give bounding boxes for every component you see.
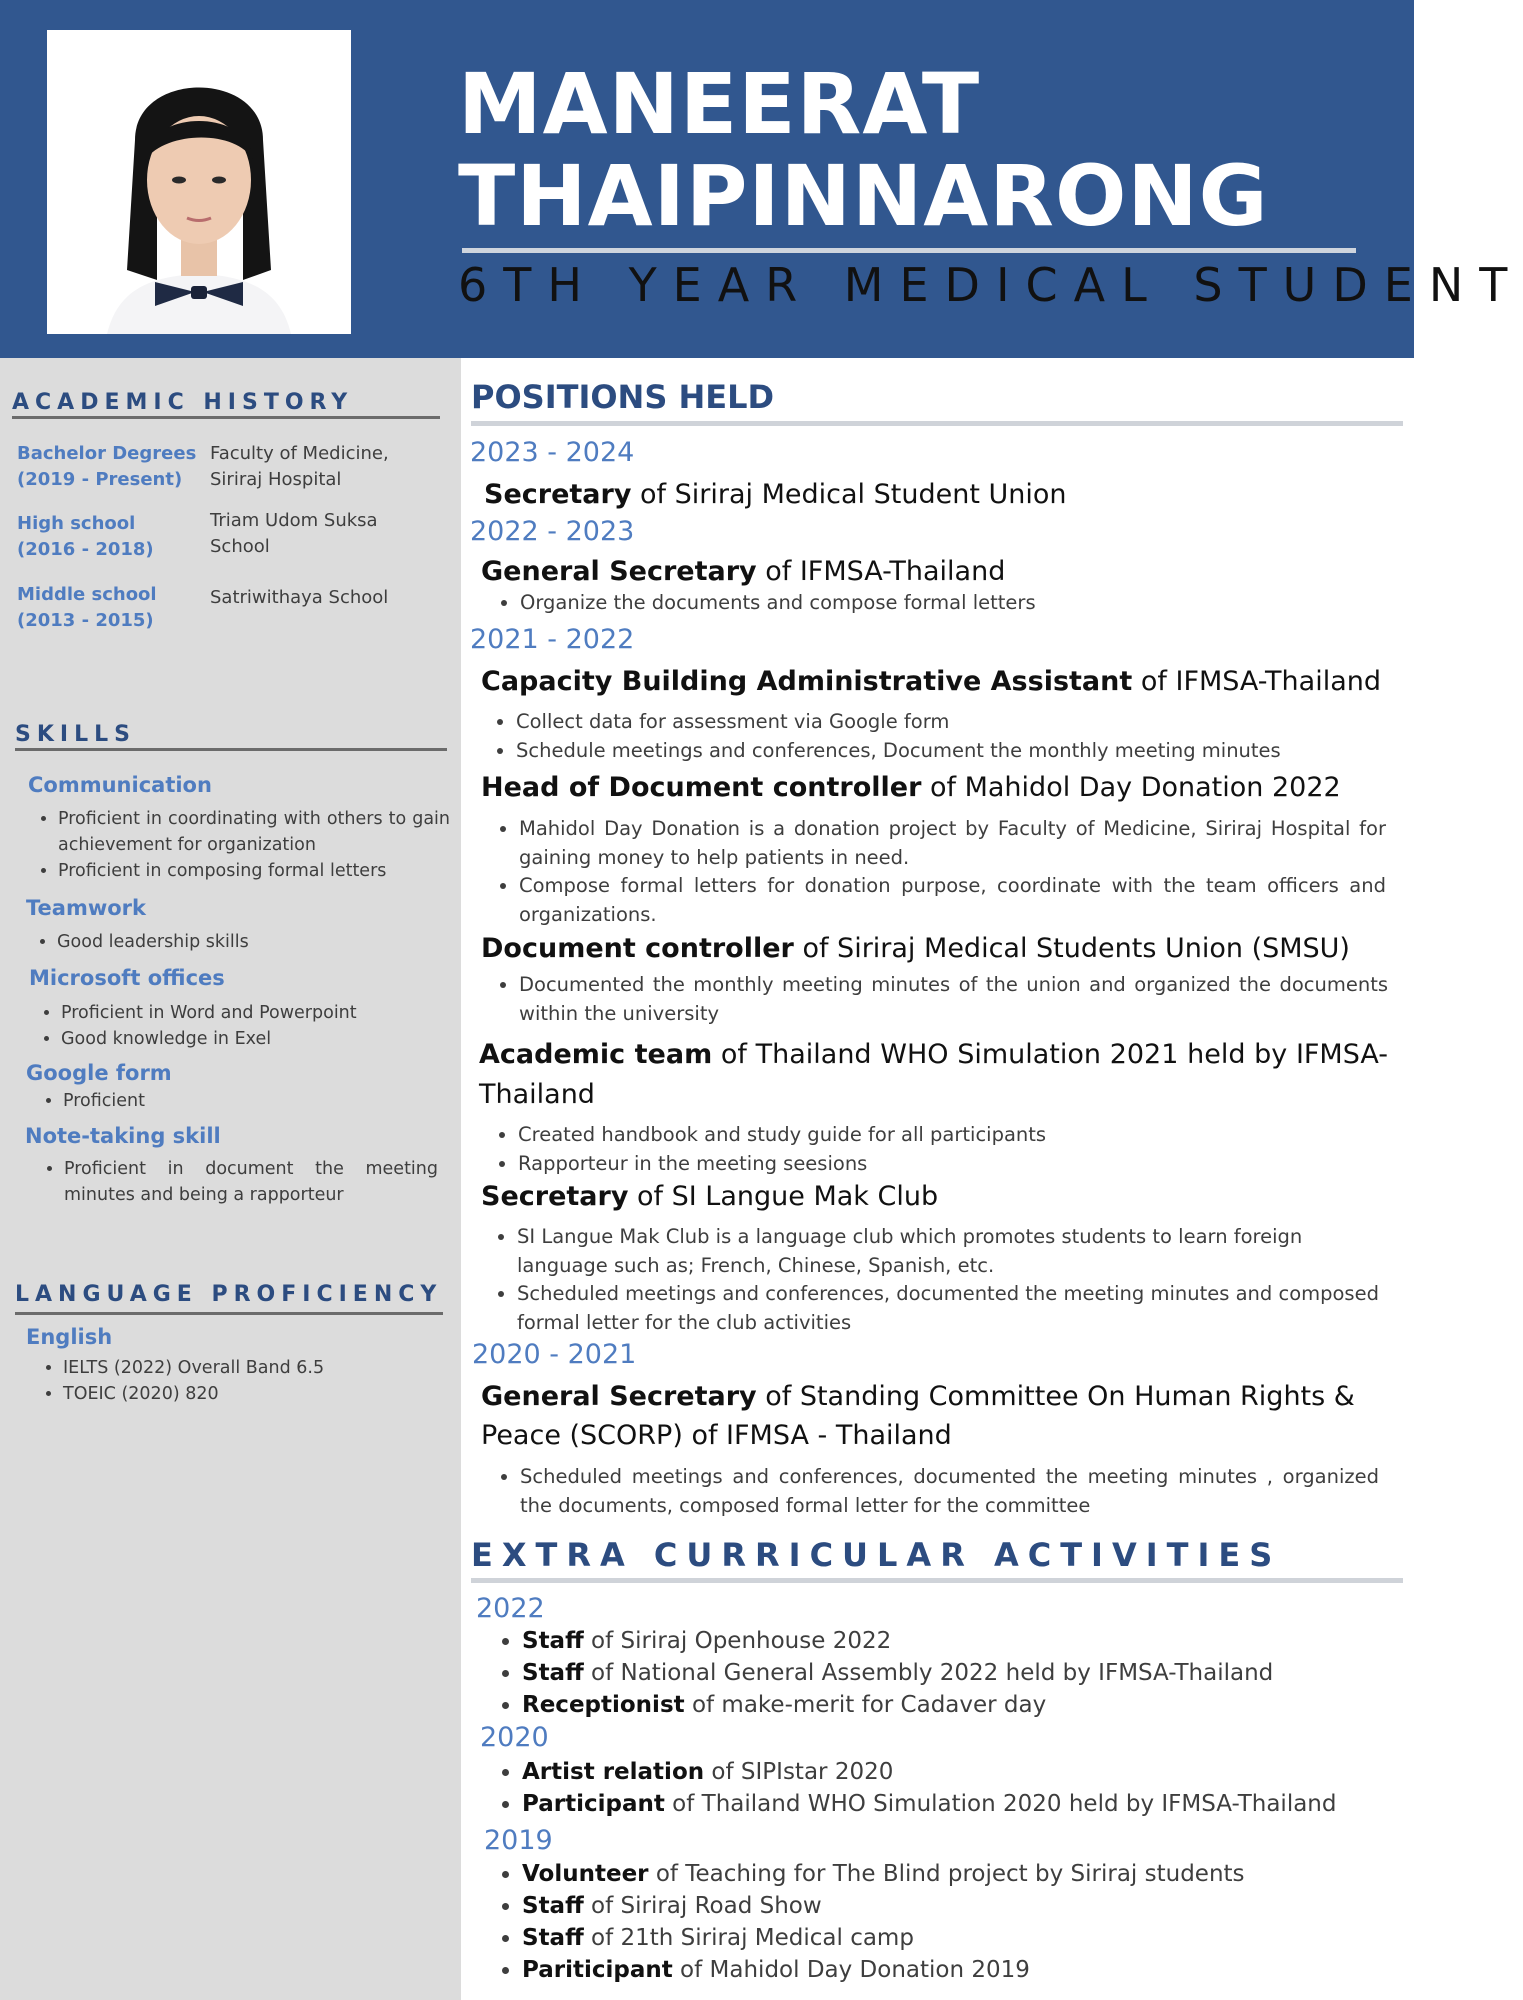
position-role: Academic team of Thailand WHO Simulation 2021 held by IFMSA-Thailand bbox=[479, 1039, 1388, 1110]
language-list bbox=[39, 1355, 439, 1407]
edu-value-middleschool: Satriwithaya School bbox=[210, 587, 389, 608]
activity-list bbox=[486, 1756, 1396, 1820]
header-divider bbox=[462, 248, 1356, 253]
list-item: • Scheduled meetings and conferences, documented the meeting minutes , organized the documents, composed formal letter for the committee bbox=[520, 1463, 1379, 1520]
positions-divider bbox=[471, 421, 1403, 426]
position-bullets bbox=[484, 589, 1384, 618]
position-role: General Secretary of Standing Committee On Human Rights & Peace (SCORP) of IFMSA - Thailand bbox=[481, 1381, 1355, 1451]
list-item: • Receptionist of make-merit for Cadaver day bbox=[522, 1689, 1396, 1721]
name-line-1: MANEERAT bbox=[458, 55, 981, 153]
position-year: 2020 - 2021 bbox=[472, 1339, 637, 1370]
activity-year: 2022 bbox=[476, 1593, 545, 1624]
position-role: General Secretary of IFMSA-Thailand bbox=[481, 556, 1006, 587]
position-bullets bbox=[483, 815, 1386, 929]
skill-list-note-taking bbox=[40, 1156, 438, 1208]
language-title-english: English bbox=[26, 1325, 113, 1349]
language-divider bbox=[15, 1312, 443, 1315]
position-role: Document controller of Siriraj Medical Students Union (SMSU) bbox=[481, 933, 1350, 964]
position-year: 2022 - 2023 bbox=[470, 516, 635, 547]
position-bullets bbox=[481, 1223, 1386, 1337]
skill-title-note-taking: Note-taking skill bbox=[25, 1124, 221, 1148]
activity-year: 2019 bbox=[484, 1825, 553, 1856]
skill-title-microsoft: Microsoft offices bbox=[29, 966, 225, 990]
person-name bbox=[458, 55, 1269, 245]
list-item: • Good leadership skills bbox=[57, 929, 433, 955]
skill-title-teamwork: Teamwork bbox=[26, 896, 146, 920]
list-item: • Staff of 21th Siriraj Medical camp bbox=[522, 1922, 1396, 1954]
list-item: • Proficient bbox=[63, 1088, 439, 1114]
activity-list bbox=[486, 1625, 1396, 1721]
list-item: • Pariticipant of Mahidol Day Donation 2019 bbox=[522, 1954, 1396, 1986]
position-role: Head of Document controller of Mahidol Day Donation 2022 bbox=[481, 772, 1341, 803]
skills-divider bbox=[15, 748, 447, 751]
list-item: • Organize the documents and compose formal letters bbox=[520, 589, 1384, 618]
list-item: • Staff of Siriraj Road Show bbox=[522, 1890, 1396, 1922]
list-item: • Good knowledge in Exel bbox=[61, 1026, 437, 1052]
edu-value-bachelor: Faculty of Medicine, Siriraj Hospital bbox=[210, 443, 389, 490]
academic-divider bbox=[12, 416, 440, 419]
position-year: 2021 - 2022 bbox=[470, 624, 635, 655]
language-heading: LANGUAGE PROFICIENCY bbox=[15, 1282, 443, 1307]
skill-list-teamwork bbox=[33, 929, 433, 955]
skill-list-google-form bbox=[39, 1088, 439, 1114]
list-item: • TOEIC (2020) 820 bbox=[63, 1381, 439, 1407]
extra-curricular-divider bbox=[471, 1578, 1403, 1583]
profile-photo bbox=[47, 30, 351, 334]
list-item: • Staff of Siriraj Openhouse 2022 bbox=[522, 1625, 1396, 1657]
edu-label-middleschool: Middle school (2013 - 2015) bbox=[17, 584, 157, 631]
list-item: • SI Langue Mak Club is a language club which promotes students to learn foreign language such as; French, Chinese, Spanish, etc. bbox=[517, 1223, 1386, 1280]
skill-title-google-form: Google form bbox=[26, 1061, 172, 1085]
position-role: Secretary of SI Langue Mak Club bbox=[481, 1181, 939, 1212]
position-bullets bbox=[483, 971, 1388, 1028]
list-item: • Schedule meetings and conferences, Document the monthly meeting minutes bbox=[516, 737, 1395, 766]
list-item: • Volunteer of Teaching for The Blind project by Siriraj students bbox=[522, 1858, 1396, 1890]
list-item: • Collect data for assessment via Google form bbox=[516, 708, 1395, 737]
name-line-2: THAIPINNARONG bbox=[458, 147, 1269, 245]
activity-year: 2020 bbox=[480, 1722, 549, 1753]
list-item: • Participant of Thailand WHO Simulation 2020 held by IFMSA-Thailand bbox=[522, 1788, 1396, 1820]
activity-list bbox=[486, 1858, 1396, 1986]
list-item: • Compose formal letters for donation purpose, coordinate with the team officers and organizations. bbox=[519, 872, 1386, 929]
list-item: • Artist relation of SIPIstar 2020 bbox=[522, 1756, 1396, 1788]
job-title: 6TH YEAR MEDICAL STUDENT bbox=[458, 258, 1523, 312]
skill-list-microsoft bbox=[37, 1000, 437, 1052]
edu-label-highschool: High school (2016 - 2018) bbox=[17, 513, 154, 560]
portrait-image bbox=[47, 30, 351, 334]
positions-heading: POSITIONS HELD bbox=[471, 378, 775, 416]
list-item: • Staff of National General Assembly 2022 held by IFMSA-Thailand bbox=[522, 1657, 1396, 1689]
header-banner bbox=[0, 0, 1523, 358]
position-bullets bbox=[482, 1121, 1387, 1178]
position-bullets bbox=[480, 708, 1395, 765]
list-item: • Mahidol Day Donation is a donation project by Faculty of Medicine, Siriraj Hospital for gaining money to help patients in need. bbox=[519, 815, 1386, 872]
list-item: • IELTS (2022) Overall Band 6.5 bbox=[63, 1355, 439, 1381]
position-role: Secretary of Siriraj Medical Student Union bbox=[484, 479, 1067, 510]
edu-label-bachelor: Bachelor Degrees (2019 - Present) bbox=[17, 443, 197, 490]
position-bullets bbox=[484, 1463, 1379, 1520]
skill-title-communication: Communication bbox=[28, 773, 212, 797]
list-item: • Proficient in composing formal letters bbox=[58, 858, 450, 884]
skills-heading: SKILLS bbox=[15, 722, 136, 747]
list-item: • Proficient in document the meeting minutes and being a rapporteur bbox=[64, 1156, 438, 1208]
list-item: • Scheduled meetings and conferences, documented the meeting minutes and composed formal letter for the club activities bbox=[517, 1280, 1386, 1337]
academic-history-heading: ACADEMIC HISTORY bbox=[12, 390, 354, 415]
edu-value-highschool: Triam Udom Suksa School bbox=[210, 510, 378, 557]
list-item: • Rapporteur in the meeting seesions bbox=[518, 1150, 1387, 1179]
list-item: • Proficient in coordinating with others to gain achievement for organization bbox=[58, 806, 450, 858]
list-item: • Proficient in Word and Powerpoint bbox=[61, 1000, 437, 1026]
position-year: 2023 - 2024 bbox=[470, 437, 635, 468]
list-item: • Created handbook and study guide for all participants bbox=[518, 1121, 1387, 1150]
skill-list-communication bbox=[34, 806, 450, 884]
extra-curricular-heading: EXTRA CURRICULAR ACTIVITIES bbox=[471, 1536, 1282, 1574]
position-role: Capacity Building Administrative Assistant of IFMSA-Thailand bbox=[481, 666, 1382, 697]
list-item: • Documented the monthly meeting minutes of the union and organized the documents within the university bbox=[519, 971, 1388, 1028]
